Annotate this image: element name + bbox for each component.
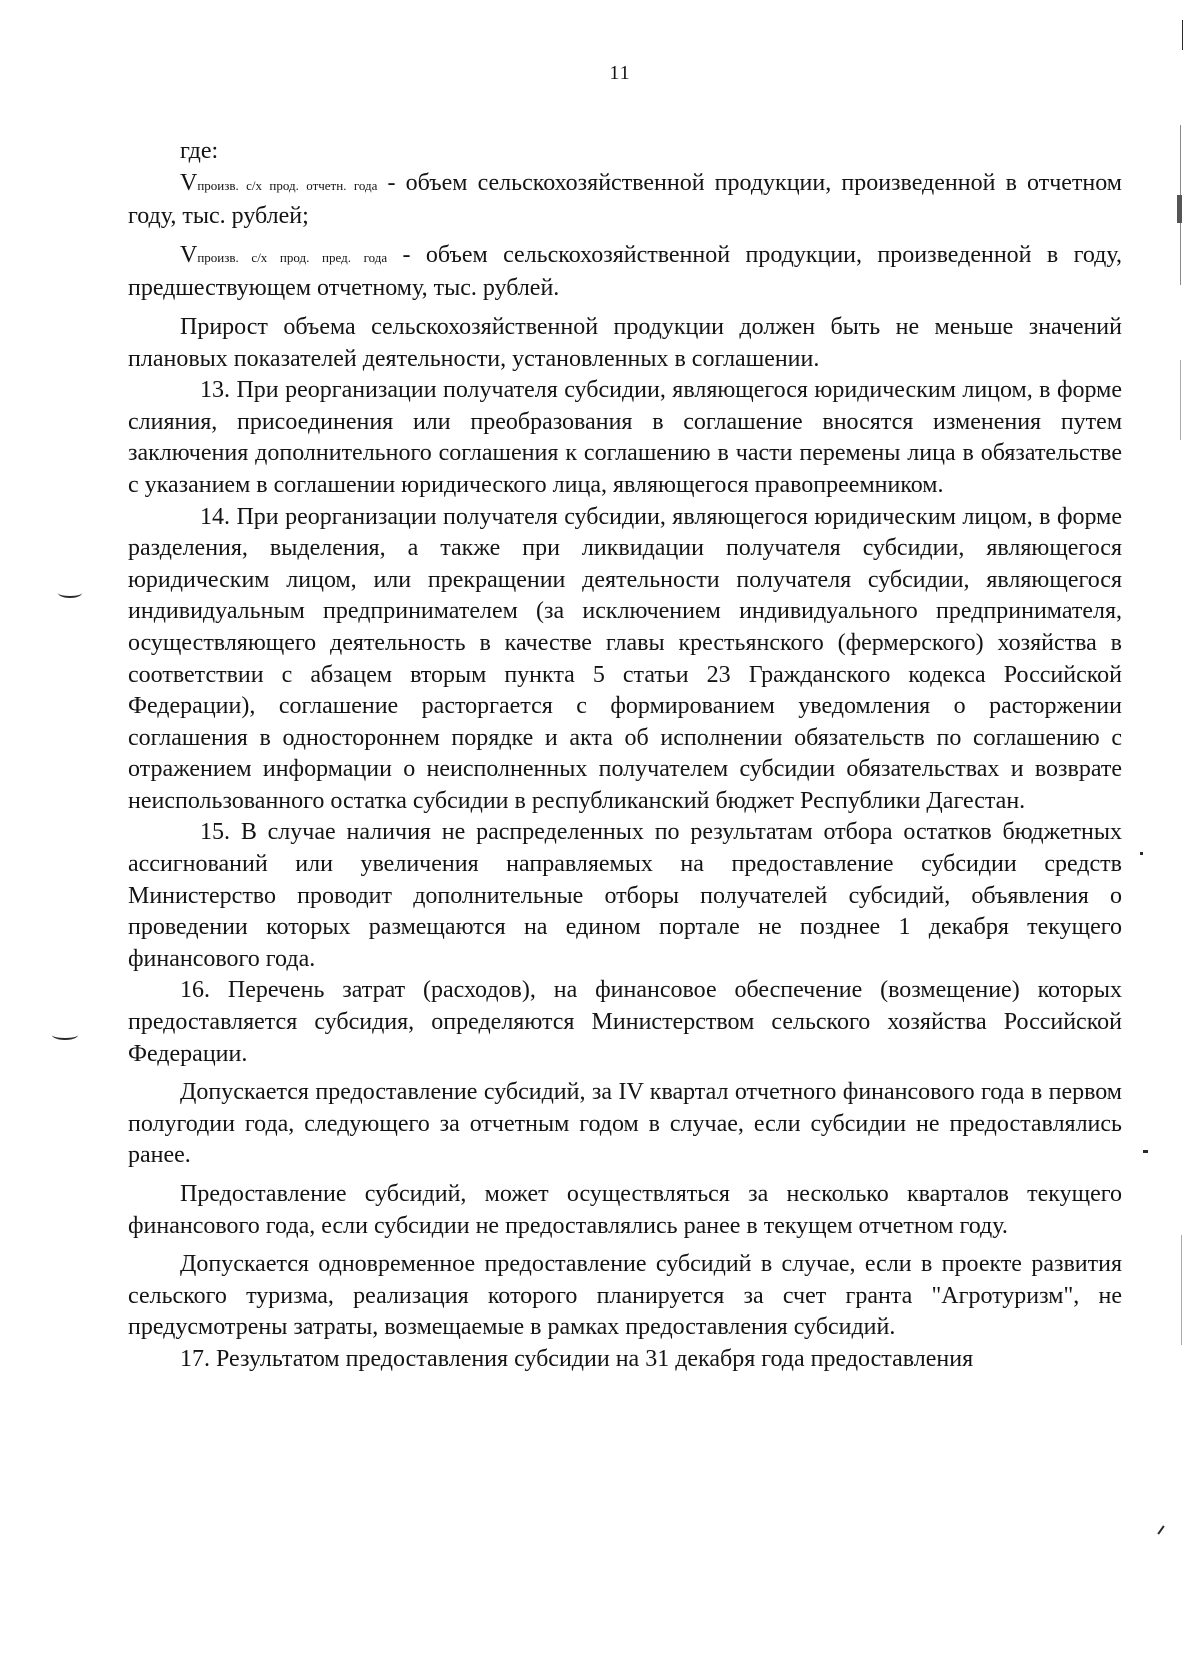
formula-subscript: произв. с/х прод. пред. года [197,249,388,265]
paragraph-production-growth: Прирост объема сельскохозяйственной продукции должен быть не меньше значений плановых показателей деятельности, установленных в соглашении. [128,313,1122,372]
where-label: где: [180,138,219,164]
paragraph-several-quarters: Предоставление субсидий, может осуществляться за несколько кварталов текущего финансового года, если субсидии не предоставлялись ранее в текущем отчетном году. [128,1181,1122,1239]
paragraph-16: 16. Перечень затрат (расходов), на финансовое обеспечение (возмещение) которых предоставляется субсидия, определяются Министерством сельского хозяйства Российской Федерации. [128,977,1122,1067]
formula-subscript: произв. с/х прод. отчетн. года [197,177,378,193]
formula-current-year-definition [128,168,1122,233]
scan-artifact-right-smudge [1177,195,1182,223]
formula-definition-text: - объем сельскохозяйственной продукции, произведенной в году, предшествующем отчетному, тыс. рублей. [128,241,1122,302]
paragraph-fourth-quarter: Допускается предоставление субсидий, за IV квартал отчетного финансового года в первом полугодии года, следующего за отчетным годом в случае, если субсидии не предоставлялись ранее. [128,1079,1122,1169]
scan-artifact-margin-curve [52,1030,78,1040]
scan-artifact-dot [1143,1150,1148,1153]
scan-artifact-dot [1140,852,1143,855]
scan-artifact-right-edge [1180,360,1181,440]
formula-variable: V [180,169,198,196]
formula-previous-year-definition [128,240,1122,305]
paragraph-15: 15. В случае наличия не распределенных по результатам отбора остатков бюджетных ассигнований или увеличения направляемых на предоставление субсидии средств Министерство проводит дополнительные отборы получателей субсидий, объявления о проведении которых размещаются на едином портале не позднее 1 декабря текущего финансового года. [128,819,1122,972]
page-number: 11 [609,62,631,84]
paragraph-13: 13. При реорганизации получателя субсидии, являющегося юридическим лицом, в форме слияния, присоединения или преобразования в соглашение вносятся изменения путем заключения дополнительного соглашения к соглашению в части перемены лица в обязательстве с указанием в соглашении юридического лица, являющегося правопреемником. [128,377,1122,498]
scan-artifact-margin-curve [58,588,82,598]
paragraph-14: 14. При реорганизации получателя субсидии, являющегося юридическим лицом, в форме разделения, выделения, а также при ликвидации получателя субсидии, являющегося юридическим лицом, или прекращении деятельности получателя субсидии, являющегося индивидуальным предпринимателем (за исключением индивидуального предпринимателя, осуществляющего деятельность в качестве главы крестьянского (фермерского) хозяйства в соответствии с абзацем вторым пункта 5 статьи 23 Гражданского кодекса Российской Федерации), соглашение расторгается с формированием уведомления о расторжении соглашения в одностороннем порядке и акта об исполнении обязательств по соглашению с отражением информации о неисполненных получателем субсидии обязательствах и возврате неиспользованного остатка субсидии в республиканский бюджет Республики Дагестан. [128,503,1122,814]
document-body [128,136,1122,1376]
formula-definition-text: - объем сельскохозяйственной продукции, произведенной в отчетном году, тыс. рублей; [128,169,1122,230]
paragraph-simultaneous-provision: Допускается одновременное предоставление субсидий в случае, если в проекте развития сельского туризма, реализация которого планируется за счет гранта "Агротуризм", не предусмотрены затраты, возмещаемые в рамках предоставления субсидий. [128,1251,1122,1341]
formula-variable: V [180,241,198,268]
paragraph-17: 17. Результатом предоставления субсидии на 31 декабря года предоставления [180,1345,974,1372]
scan-artifact-right-edge [1182,20,1183,50]
scan-artifact-right-edge [1181,1235,1182,1345]
scan-artifact-stroke [1157,1525,1164,1534]
